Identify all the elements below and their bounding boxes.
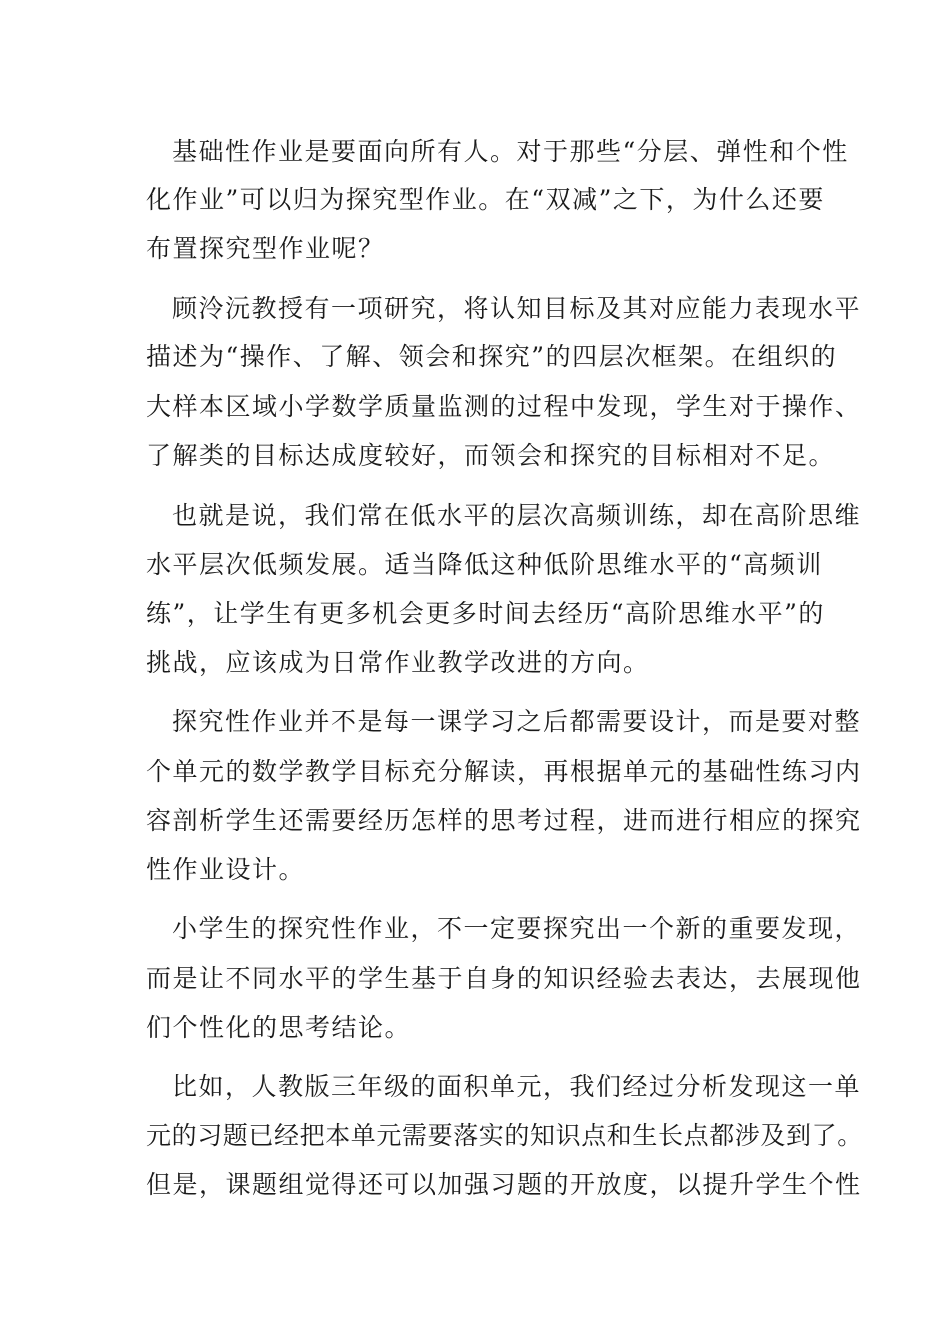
text-line: 大样本区域小学数学质量监测的过程中发现，学生对于操作、 [146, 392, 862, 421]
text-line: 探究性作业并不是每一课学习之后都需要设计，而是要对整 [172, 707, 862, 736]
text-line: 元的习题已经把本单元需要落实的知识点和生长点都涉及到了。 [146, 1121, 863, 1150]
text-line: 也就是说，我们常在低水平的层次高频训练，却在高阶思维 [172, 501, 862, 530]
text-line: 了解类的目标达成度较好，而领会和探究的目标相对不足。 [146, 441, 836, 470]
text-line: 容剖析学生还需要经历怎样的思考过程，进而进行相应的探究 [146, 806, 862, 835]
text-line: 比如，人教版三年级的面积单元，我们经过分析发现这一单 [172, 1072, 862, 1101]
text-line: 练”，让学生有更多机会更多时间去经历“高阶思维水平”的 [146, 599, 825, 628]
text-line: 个单元的数学教学目标充分解读，再根据单元的基础性练习内 [146, 757, 862, 786]
text-line: 描述为“操作、了解、领会和探究”的四层次框架。在组织的 [146, 342, 838, 371]
text-line: 布置探究型作业呢？ [146, 234, 385, 263]
text-line: 小学生的探究性作业，不一定要探究出一个新的重要发现， [172, 914, 862, 943]
text-line: 顾泠沅教授有一项研究，将认知目标及其对应能力表现水平 [172, 294, 862, 323]
text-line: 化作业”可以归为探究型作业。在“双减”之下，为什么还要 [146, 185, 825, 214]
text-line: 基础性作业是要面向所有人。对于那些“分层、弹性和个性 [172, 137, 849, 166]
text-line: 但是，课题组觉得还可以加强习题的开放度，以提升学生个性 [146, 1170, 862, 1199]
text-line: 们个性化的思考结论。 [146, 1013, 412, 1042]
text-line: 而是让不同水平的学生基于自身的知识经验去表达，去展现他 [146, 964, 862, 993]
text-line: 水平层次低频发展。适当降低这种低阶思维水平的“高频训 [146, 550, 823, 579]
text-line: 挑战，应该成为日常作业教学改进的方向。 [146, 648, 650, 677]
text-line: 性作业设计。 [146, 855, 306, 884]
